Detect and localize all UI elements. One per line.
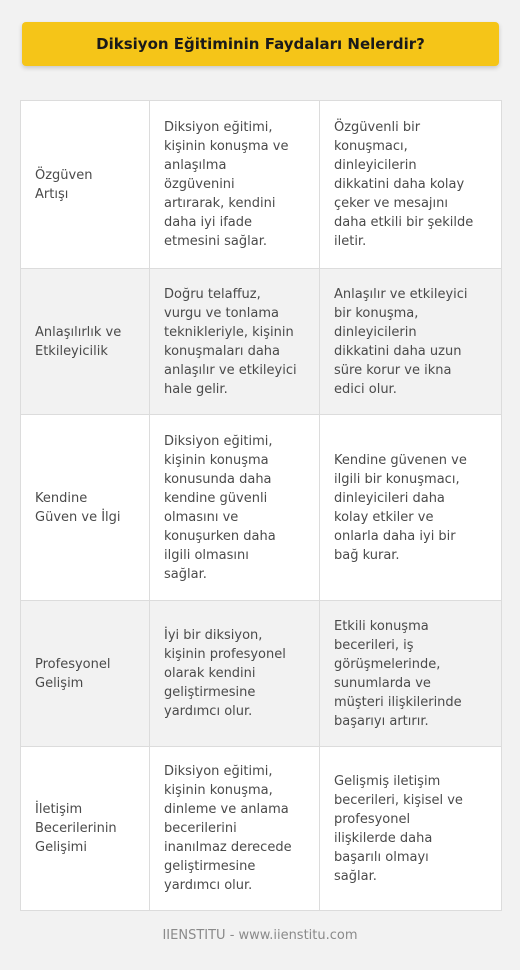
effect-line: Gelişmiş iletişim [334,773,441,789]
description-line: yardımcı olur. [164,878,253,893]
description-line: konuşurken daha [164,528,276,544]
description-line: Diksiyon eğitimi, [164,120,273,135]
effect-line: ilişkilerde daha [334,830,433,846]
effect-line: bağ kurar. [334,547,400,563]
description-line: becerilerini [164,821,237,836]
effect-line: görüşmelerinde, [334,656,441,672]
description-cell [149,747,319,910]
description-cell [149,415,319,600]
description-line: teknikleriyle, kişinin [164,324,294,340]
description-line: ilgili olmasını [164,547,249,563]
description-line: Diksiyon eğitimi, [164,433,273,449]
description-line: İyi bir diksiyon, [164,628,263,643]
topic-cell [21,101,149,268]
description-line: inanılmaz derecede [164,840,292,855]
effect-line: süre korur ve ikna [334,362,452,378]
description-line: geliştirmesine [164,859,256,874]
table-row [21,101,501,269]
topic-line: Anlaşılırlık ve [35,324,122,340]
effect-line: dinleyicilerin [334,324,417,340]
description-line: konuşmaları daha [164,343,280,359]
topic-line: Kendine [35,490,88,506]
effect-line: iletir. [334,234,367,249]
description-line: vurgu ve tonlama [164,305,279,321]
description-line: yardımcı olur. [164,704,253,719]
effect-line: dinleyicilerin [334,158,417,173]
effect-line: profesyonel [334,811,411,827]
description-line: olmasını ve [164,509,239,525]
description-line: Doğru telaffuz, [164,286,261,302]
effect-line: dikkatini daha kolay [334,177,465,192]
table-row [21,415,501,601]
effect-line: sağlar. [334,868,377,884]
description-line: geliştirmesine [164,685,256,700]
description-line: sağlar. [164,566,207,582]
description-line: kişinin konuşma [164,452,269,468]
effect-line: Kendine güvenen ve [334,452,467,468]
effect-line: edici olur. [334,381,397,397]
topic-line: Özgüven [35,167,93,183]
effect-line: Anlaşılır ve etkileyici [334,286,468,302]
topic-line: Güven ve İlgi [35,509,121,525]
effect-cell [319,747,501,910]
topic-line: Gelişim [35,675,84,691]
effect-line: onlarla daha iyi bir [334,528,456,544]
topic-line: Gelişimi [35,840,87,855]
description-cell [149,101,319,268]
description-line: hale gelir. [164,381,228,397]
effect-line: Etkili konuşma [334,618,429,634]
topic-line: Becerilerinin [35,821,117,836]
description-line: anlaşılma [164,158,227,173]
effect-cell [319,601,501,746]
description-line: Diksiyon eğitimi, [164,764,273,779]
effect-line: müşteri ilişkilerinde [334,694,462,710]
description-line: özgüvenini [164,177,235,192]
title-banner [22,22,499,66]
description-line: artırarak, kendini [164,196,276,211]
description-line: olarak kendini [164,666,256,681]
effect-line: sunumlarda ve [334,675,431,691]
table-row [21,747,501,910]
description-line: etmesini sağlar. [164,234,267,249]
effect-cell [319,101,501,268]
description-line: anlaşılır ve etkileyici [164,362,297,378]
description-cell [149,269,319,414]
topic-line: Profesyonel [35,656,111,672]
effect-cell [319,415,501,600]
topic-line: İletişim [35,802,83,817]
effect-line: bir konuşma, [334,305,419,321]
effect-line: becerileri, iş [334,637,414,653]
effect-line: kolay etkiler ve [334,509,434,525]
effect-line: ilgili bir konuşmacı, [334,471,460,487]
effect-line: başarıyı artırır. [334,713,429,729]
table-row [21,269,501,415]
topic-cell [21,269,149,414]
effect-line: dikkatini daha uzun [334,343,462,359]
topic-line: Artışı [35,186,69,202]
description-line: dinleme ve anlama [164,802,289,817]
effect-line: becerileri, kişisel ve [334,792,463,808]
topic-line: Etkileyicilik [35,343,108,359]
description-line: kendine güvenli [164,490,268,506]
page-title: Diksiyon Eğitiminin Faydaları Nelerdir? [96,35,425,53]
effect-line: çeker ve mesajını [334,196,448,211]
effect-line: konuşmacı, [334,139,408,154]
effect-cell [319,269,501,414]
description-line: kişinin konuşma ve [164,139,289,154]
description-line: konusunda daha [164,471,272,487]
footer-credit: IIENSTITU - www.iienstitu.com [162,928,358,943]
effect-line: daha etkili bir şekilde [334,215,474,230]
description-line: kişinin konuşma, [164,783,273,798]
topic-cell [21,415,149,600]
benefits-table [20,100,502,911]
effect-line: Özgüvenli bir [334,120,421,135]
topic-cell [21,747,149,910]
topic-cell [21,601,149,746]
description-line: daha iyi ifade [164,215,253,230]
description-cell [149,601,319,746]
description-line: kişinin profesyonel [164,647,286,662]
effect-line: başarılı olmayı [334,849,429,865]
table-row [21,601,501,747]
effect-line: dinleyicileri daha [334,490,445,506]
